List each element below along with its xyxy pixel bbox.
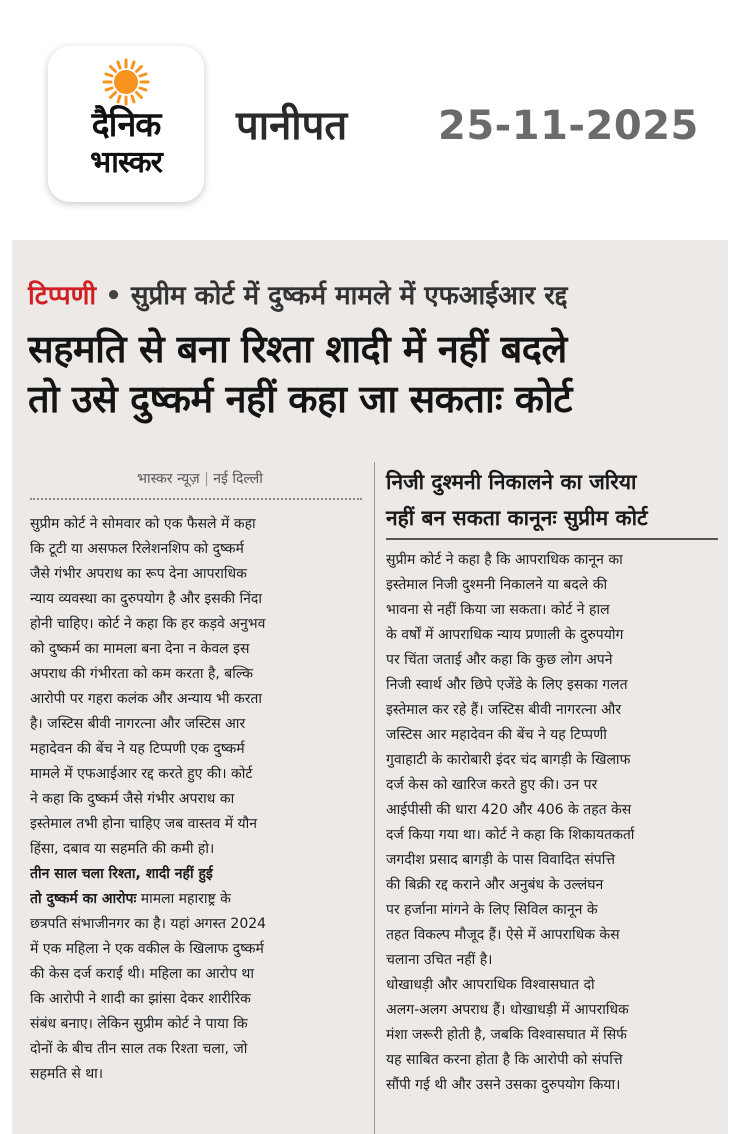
article-kicker — [28, 276, 718, 316]
body-line: की केस दर्ज कराई थी। महिला का आरोप था — [30, 966, 254, 982]
byline-separator: | — [204, 471, 209, 487]
body-line: इस्तेमाल कर रहे हैं। जस्टिस बीवी नागरत्ना और — [386, 702, 622, 718]
body-line: अलग-अलग अपराध हैं। धोखाधड़ी में आपराधिक — [386, 1002, 629, 1018]
headline-line-1: सहमति से बना रिश्ता शादी में नहीं बदले — [28, 327, 567, 371]
byline-source: भास्कर न्यूज़ — [137, 471, 200, 487]
body-line: तहत विकल्प मौजूद हैं। ऐसे में आपराधिक केस — [386, 927, 620, 943]
body-line: आईपीसी की धारा 420 और 406 के तहत केस — [386, 802, 632, 818]
body-line: संबंध बनाए। लेकिन सुप्रीम कोर्ट ने पाया कि — [30, 1016, 248, 1032]
body-line: जगदीश प्रसाद बागड़ी के पास विवादित संपत्ति — [386, 852, 616, 868]
body-line: सौंपी गई थी और उसने उसका दुरुपयोग किया। — [386, 1077, 621, 1093]
body-line: है। जस्टिस बीवी नागरत्ना और जस्टिस आर — [30, 716, 246, 732]
body-line: कि आरोपी ने शादी का झांसा देकर शारीरिक — [30, 991, 251, 1007]
column-divider — [374, 462, 375, 1134]
body-line: जस्टिस आर महादेवन की बेंच ने यह टिप्पणी — [386, 727, 607, 743]
body-line: महादेवन की बेंच ने यह टिप्पणी एक दुष्कर्म — [30, 741, 245, 757]
body-line: दोनों के बीच तीन साल तक रिश्ता चला, जो — [30, 1041, 248, 1057]
body-line: इस्तेमाल निजी दुश्मनी निकालने या बदले की — [386, 577, 608, 593]
body-line: दर्ज केस को खारिज करते हुए की। उन पर — [386, 777, 598, 793]
body-line: गुवाहाटी के कारोबारी इंदर चंद बागड़ी के खिलाफ — [386, 752, 631, 768]
sidebar-subhead — [386, 464, 726, 536]
body-line: ने कहा कि दुष्कर्म जैसे गंभीर अपराध का — [30, 791, 235, 807]
body-line: छत्रपति संभाजीनगर का है। यहां अगस्त 2024 — [30, 916, 267, 932]
kicker-text: सुप्रीम कोर्ट में दुष्कर्म मामले में एफआईआर रद्द — [130, 281, 568, 311]
body-line: न्याय व्यवस्था का दुरुपयोग है और इसकी निंदा — [30, 591, 262, 607]
body-line: को दुष्कर्म का मामला बना देना न केवल इस — [30, 641, 250, 657]
body-line: आरोपी पर गहरा कलंक और अन्याय भी करता — [30, 691, 263, 707]
body-line: हिंसा, दबाव या सहमति की कमी हो। — [30, 841, 215, 857]
crosshead-line: तीन साल चला रिश्ता, शादी नहीं हुई — [30, 866, 213, 882]
article-headline — [28, 324, 728, 424]
sun-icon — [102, 58, 150, 106]
body-line: सहमति से था। — [30, 1066, 104, 1082]
body-line: के वर्षों में आपराधिक न्याय प्रणाली के दुरुपयोग — [386, 627, 624, 643]
body-line: पर चिंता जताई और कहा कि कुछ लोग अपने — [386, 652, 613, 668]
byline — [40, 468, 360, 490]
body-line: मामले में एफआईआर रद्द करते हुए की। कोर्ट — [30, 766, 253, 782]
headline-line-2: तो उसे दुष्कर्म नहीं कहा जा सकताः कोर्ट — [28, 377, 572, 421]
subhead-line-1: निजी दुश्मनी निकालने का जरिया — [386, 470, 637, 494]
body-line: जैसे गंभीर अपराध का रूप देना आपराधिक — [30, 566, 247, 582]
body-line: निजी स्वार्थ और छिपे एजेंडे के लिए इसका गलत — [386, 677, 628, 693]
body-line: भावना से नहीं किया जा सकता। कोर्ट ने हाल — [386, 602, 610, 618]
crosshead-tail: मामला महाराष्ट्र के — [136, 891, 231, 907]
body-line: सुप्रीम कोर्ट ने सोमवार को एक फैसले में कहा — [30, 516, 256, 532]
kicker-label: टिप्पणी — [28, 281, 97, 311]
byline-city: नई दिल्ली — [213, 471, 263, 487]
body-line: में एक महिला ने एक वकील के खिलाफ दुष्कर्म — [30, 941, 264, 957]
crosshead-continuation — [30, 887, 364, 912]
body-line: होनी चाहिए। कोर्ट ने कहा कि हर कड़वे अनुभव — [30, 616, 266, 632]
body-line: कि टूटी या असफल रिलेशनशिप को दुष्कर्म — [30, 541, 244, 557]
dainik-bhaskar-logo — [48, 46, 204, 202]
subhead-line-2: नहीं बन सकता कानूनः सुप्रीम कोर्ट — [386, 506, 648, 530]
right-column — [386, 548, 718, 1098]
body-line: पर हर्जाना मांगने के लिए सिविल कानून के — [386, 902, 598, 918]
crosshead-lead: तो दुष्कर्म का आरोपः — [30, 891, 137, 907]
subhead-divider — [386, 538, 718, 540]
logo-text-bhaskar: भास्कर — [90, 145, 162, 180]
left-column — [30, 512, 364, 1087]
body-line: मंशा जरूरी होती है, जबकि विश्वासघात में सिर्फ — [386, 1027, 627, 1043]
body-line: यह साबित करना होता है कि आरोपी को संपत्ति — [386, 1052, 623, 1068]
logo-text-dainik: दैनिक — [91, 105, 161, 145]
byline-divider — [30, 498, 362, 500]
body-line: दर्ज किया गया था। कोर्ट ने कहा कि शिकायतकर्ता — [386, 827, 635, 843]
body-line: सुप्रीम कोर्ट ने कहा है कि आपराधिक कानून का — [386, 552, 623, 568]
body-line: इस्तेमाल तभी होना चाहिए जब वास्तव में यौन — [30, 816, 258, 832]
body-line: की बिक्री रद्द कराने और अनुबंध के उल्लंघन — [386, 877, 604, 893]
body-line: धोखाधड़ी और आपराधिक विश्वासघात दो — [386, 977, 595, 993]
edition-date: 25-11-2025 — [438, 103, 699, 149]
kicker-bullet: • — [105, 281, 122, 311]
body-line: चलाना उचित नहीं है। — [386, 952, 493, 968]
body-line: अपराध की गंभीरता को कम करता है, बल्कि — [30, 666, 253, 682]
edition-city: पानीपत — [236, 103, 348, 149]
page-header — [0, 0, 740, 236]
